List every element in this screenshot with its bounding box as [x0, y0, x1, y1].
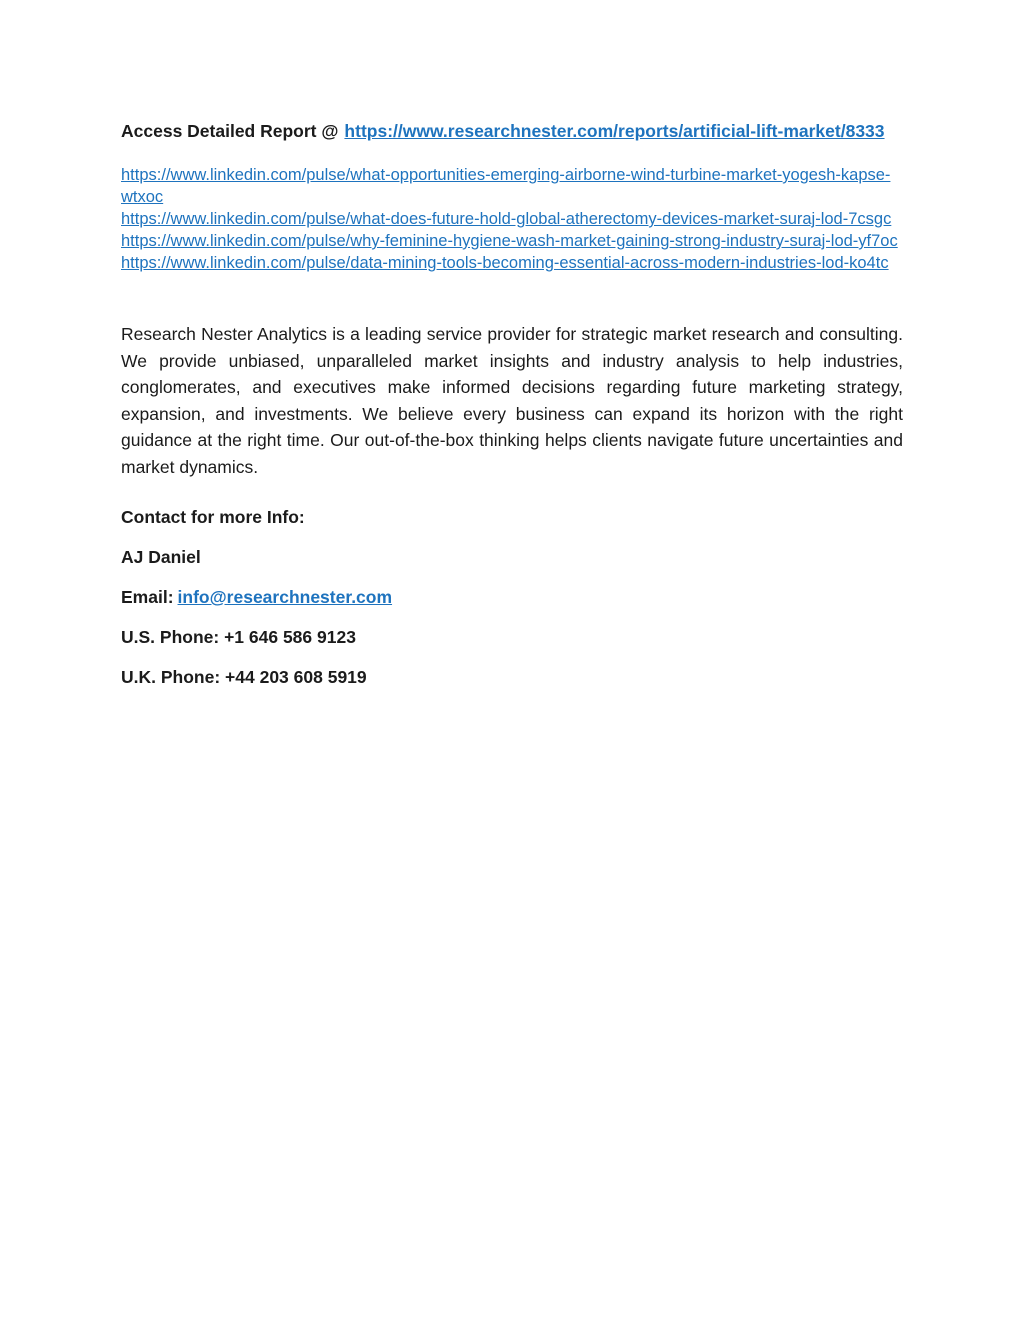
- company-description: Research Nester Analytics is a leading service provider for strategic market research and consulting. We provide unbiased, unparalleled market insights and industry analysis to help industries, conglomerates, and executives make informed decisions regarding future marketing strategy, expansion, and investments. We believe every business can expand its horizon with the right guidance at the right time. Our out-of-the-box thinking helps clients navigate future uncertainties and market dynamics.: [121, 324, 903, 477]
- linkedin-links-list: [121, 164, 903, 274]
- us-phone-label: U.S. Phone:: [121, 627, 220, 647]
- access-report-heading: [121, 118, 903, 145]
- uk-phone-value: +44 203 608 5919: [225, 667, 367, 687]
- contact-name: AJ Daniel: [121, 547, 201, 567]
- linkedin-link-3[interactable]: https://www.linkedin.com/pulse/why-feminine-hygiene-wash-market-gaining-strong-industry-suraj-lod-yf7oc: [121, 232, 898, 250]
- uk-phone-label: U.K. Phone:: [121, 667, 221, 687]
- linkedin-link-2[interactable]: https://www.linkedin.com/pulse/what-does-future-hold-global-atherectomy-devices-market-suraj-lod-7csgc: [121, 210, 892, 228]
- email-label: Email:: [121, 587, 174, 607]
- report-link[interactable]: https://www.researchnester.com/reports/artificial-lift-market/8333: [344, 121, 885, 141]
- contact-heading: Contact for more Info:: [121, 507, 305, 527]
- contact-us-phone-line: [121, 624, 903, 651]
- contact-uk-phone-line: [121, 664, 903, 691]
- contact-email-line: [121, 584, 903, 611]
- email-link[interactable]: info@researchnester.com: [177, 587, 393, 607]
- access-report-label: Access Detailed Report @: [121, 121, 339, 141]
- document-content: [121, 118, 903, 691]
- linkedin-link-4[interactable]: https://www.linkedin.com/pulse/data-mining-tools-becoming-essential-across-modern-industries-lod-ko4tc: [121, 254, 889, 272]
- us-phone-value: +1 646 586 9123: [224, 627, 356, 647]
- linkedin-link-1[interactable]: https://www.linkedin.com/pulse/what-opportunities-emerging-airborne-wind-turbine-market-yogesh-kapse-wtxoc: [121, 166, 891, 206]
